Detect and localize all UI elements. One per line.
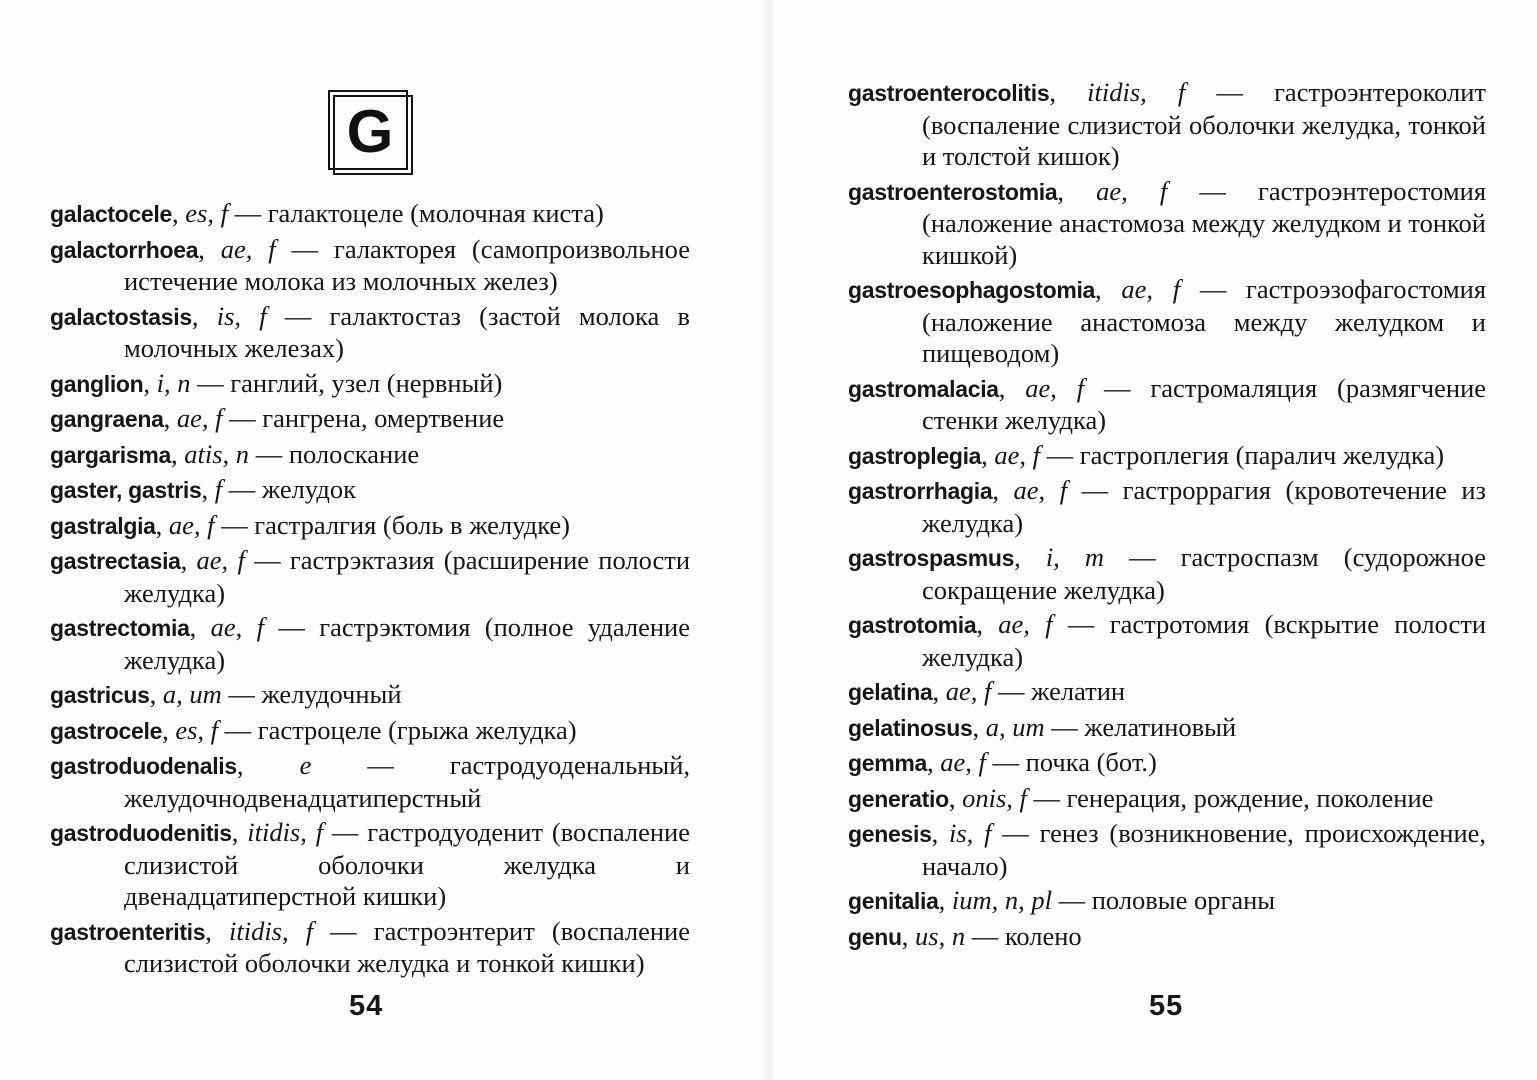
entry-dash: — [244,545,290,575]
entry-definition: гастротомия (вскрытие полости желудка) [922,609,1487,672]
entry-separator: , [155,509,169,540]
entry-dash: — [965,920,1005,951]
dictionary-entry [848,676,1486,709]
entry-dash: — [1026,782,1067,813]
entry-term: gastroenterocolitis [848,80,1050,106]
entry-dash: — [1044,711,1085,742]
entry-grammar: ae, f [1121,274,1181,304]
entry-definition: гангрена, омертвение [262,403,505,433]
entry-separator: , [231,817,248,847]
entry-definition: гастроэнтерит (воспаление слизистой оболочки желудка и тонкой кишки) [124,915,691,978]
dictionary-entry [848,475,1486,539]
entry-grammar: a, um [985,711,1045,742]
dictionary-entry [50,368,690,401]
entry-separator: , [931,818,949,848]
entry-definition: гастроэнтеростомия (наложение анастомоза между желудком и тонкой кишкой) [922,175,1487,270]
entry-grammar: f [214,474,223,504]
entry-grammar: e [299,750,312,780]
left-entries [50,198,690,983]
entry-dash: — [323,817,368,847]
entry-term: gaster, gastris [50,477,202,503]
entry-term: gemma [848,750,928,776]
entry-separator: , [1057,175,1097,206]
entry-grammar: is, f [949,818,992,848]
entry-term: gastralgia [50,512,156,539]
entry-separator: , [180,545,197,575]
entry-term: gastroduodenitis [50,820,232,846]
entry-grammar: atis, n [184,438,250,469]
entry-term: gargarisma [50,441,172,468]
entry-dash: — [1051,885,1092,915]
entry-definition: галакторея (самопроизвольное истечение молока из молочных желез) [124,233,691,296]
entry-grammar: ae, f [945,676,992,706]
entry-grammar: ae, f [998,609,1053,639]
entry-separator: , [927,747,941,777]
page-number-right: 55 [1149,990,1184,1022]
entry-grammar: ae, f [940,747,986,777]
entry-separator: , [163,403,177,433]
entry-grammar: itidis, f [228,915,314,946]
dictionary-entry [50,715,690,748]
entry-separator: , [932,676,946,706]
dictionary-entry [50,234,690,298]
dictionary-entry [848,783,1486,816]
entry-term: gelatina [848,679,933,705]
entry-definition: гастроэзофагостомия (наложение анастомоза между желудком и пищеводом) [922,274,1487,368]
dictionary-entry [848,77,1486,173]
dictionary-entry [848,373,1486,437]
entry-term: generatio [848,785,949,812]
entry-definition: гастромаляция (размягчение стенки желудка) [922,372,1487,435]
entry-definition: желудок [261,474,356,504]
dictionary-entry [50,198,690,231]
entry-term: gastroduodenalis [50,753,237,779]
entry-separator: , [162,714,176,745]
entry-grammar: ae, f [1013,475,1068,505]
entry-definition: гастроэнтероколит (воспаление слизистой оболочки желудка, тонкой и толстой кишок) [922,77,1486,171]
entry-dash: — [311,750,450,780]
entry-separator: , [938,885,952,915]
entry-term: galactostasis [50,303,192,330]
dictionary-entry [50,510,690,543]
entry-separator: , [236,750,300,780]
entry-definition: половые органы [1091,885,1276,915]
entry-term: gastroesophagostomia [848,277,1096,303]
entry-dash: — [1067,475,1123,505]
entry-grammar: ae, f [176,403,223,433]
page-number-left: 54 [349,990,384,1022]
entry-grammar: ae, f [1096,175,1168,206]
entry-separator: , [189,612,211,642]
entry-dash: — [275,233,334,264]
dictionary-entry [50,916,690,980]
entry-separator: , [972,711,986,742]
entry-term: gangraena [50,406,164,432]
entry-dash: — [218,714,258,745]
dictionary-entry [50,474,690,507]
entry-dash: — [263,612,320,642]
entry-dash: — [222,474,262,504]
entry-dash: — [227,198,268,228]
entry-definition: желатин [1031,676,1126,706]
entry-term: genitalia [848,888,939,914]
entry-dash: — [1185,77,1275,107]
entry-term: ganglion [50,370,144,397]
entry-dash: — [1167,175,1258,206]
entry-separator: , [191,300,217,331]
entry-term: gastrorrhagia [848,478,993,504]
entry-definition: колено [1004,920,1082,951]
entry-term: gastroplegia [848,442,982,469]
entry-definition: почка (бот.) [1025,747,1157,777]
entry-definition: гастралгия (боль в желудке) [254,509,571,540]
entry-grammar: es, f [175,714,218,745]
entry-dash: — [1040,439,1080,470]
entry-grammar: i, n [156,367,191,398]
entry-definition: генерация, рождение, поколение [1066,782,1434,813]
entry-definition: гастроррагия (кровотечение из желудка) [922,475,1487,538]
dictionary-entry [848,609,1486,673]
entry-separator: , [172,198,186,228]
entry-grammar: ae, f [168,509,215,540]
dictionary-entry [848,440,1486,473]
entry-separator: , [171,438,185,469]
dictionary-entry [50,439,690,472]
section-letter: G [346,98,394,165]
entry-term: gastrocele [50,717,163,744]
entry-term: gastroenterostomia [848,178,1058,205]
dictionary-entry [50,545,690,609]
entry-term: galactocele [50,201,172,227]
entry-grammar: a, um [162,679,222,709]
entry-grammar: ae, f [210,612,264,642]
entry-term: gastrectomia [50,615,190,641]
entry-term: gastroenteritis [50,918,206,945]
entry-dash: — [1084,372,1151,403]
entry-grammar: onis, f [962,782,1027,813]
entry-dash: — [313,915,374,946]
entry-dash: — [222,403,263,433]
entry-term: gastrectasia [50,548,181,574]
entry-separator: , [901,920,915,951]
entry-separator: , [198,233,221,264]
entry-definition: гастроцеле (грыжа желудка) [257,714,577,745]
entry-grammar: ae, f [1025,372,1085,403]
entry-definition: галактоцеле (молочная киста) [267,198,604,228]
dictionary-entry [848,885,1486,918]
entry-grammar: es, f [185,198,228,228]
entry-separator: , [948,782,963,813]
entry-dash: — [221,679,262,709]
entry-separator: , [149,679,163,709]
entry-separator: , [1049,77,1088,107]
dictionary-entry [50,612,690,676]
dictionary-entry [848,747,1486,780]
entry-dash: — [1180,274,1247,304]
section-letter-badge [328,90,412,174]
entry-separator: , [1014,542,1046,572]
entry-grammar: ium, n, pl [951,885,1052,915]
entry-definition: ганглий, узел (нервный) [230,367,503,398]
entry-dash: — [991,676,1032,706]
entry-term: gastromalacia [848,375,999,402]
entry-separator: , [143,367,157,398]
dictionary-entry [848,818,1486,882]
entry-definition: гастродуоденит (воспаление слизистой оболочки желудка и двенадцатиперстной кишки) [124,817,691,911]
entry-dash: — [1104,542,1181,572]
entry-definition: гастрэктазия (расширение полости желудка) [124,545,691,608]
entry-term: gastrotomia [848,612,977,638]
entry-separator: , [205,915,229,946]
entry-grammar: i, m [1045,542,1105,572]
entry-definition: гастроспазм (судорожное сокращение желудка) [922,542,1486,605]
dictionary-entry [50,750,690,814]
entry-definition: желатиновый [1084,711,1237,742]
entry-definition: генез (возникновение, происхождение, начало) [922,818,1487,881]
entry-term: genesis [848,821,932,847]
entry-dash: — [1052,609,1110,639]
entry-grammar: us, n [915,920,966,951]
dictionary-entry [848,274,1486,370]
dictionary-entry [50,403,690,436]
entry-term: gastricus [50,682,150,708]
entry-grammar: itidis, f [247,817,324,847]
entry-dash: — [985,747,1026,777]
dictionary-entry [848,712,1486,745]
entry-dash: — [190,367,231,398]
entry-term: galactorrhoea [50,236,199,263]
entry-separator: , [998,372,1026,403]
entry-separator: , [976,609,999,639]
entry-grammar: is, f [216,300,267,331]
entry-definition: галактостаз (застой молока в молочных железах) [124,300,691,363]
entry-dash: — [214,509,255,540]
entry-separator: , [981,439,995,470]
entry-definition: гастроплегия (паралич желудка) [1079,439,1445,470]
entry-grammar: ae, f [220,233,276,264]
entry-grammar: ae, f [196,545,245,575]
entry-definition: полоскание [288,438,420,469]
dictionary-entry [848,921,1486,954]
entry-term: genu [848,923,902,950]
dictionary-entry [848,542,1486,606]
entry-term: gelatinosus [848,714,973,741]
entry-separator: , [1095,274,1122,304]
book-gutter [762,0,776,1080]
entry-dash: — [249,438,289,469]
dictionary-entry [848,176,1486,272]
entry-term: gastrospasmus [848,545,1015,571]
entry-separator: , [201,474,215,504]
entry-dash: — [991,818,1040,848]
right-entries [848,77,1486,956]
entry-definition: желудочный [261,679,402,709]
dictionary-entry [50,301,690,365]
entry-definition: гастродуоденальный, желудочнодвенадцатиперстный [124,750,691,813]
entry-definition: гастрэктомия (полное удаление желудка) [124,612,690,675]
entry-grammar: itidis, f [1087,77,1186,107]
entry-grammar: ae, f [994,439,1041,470]
entry-separator: , [992,475,1014,505]
dictionary-entry [50,817,690,913]
dictionary-entry [50,679,690,712]
entry-dash: — [266,300,330,331]
